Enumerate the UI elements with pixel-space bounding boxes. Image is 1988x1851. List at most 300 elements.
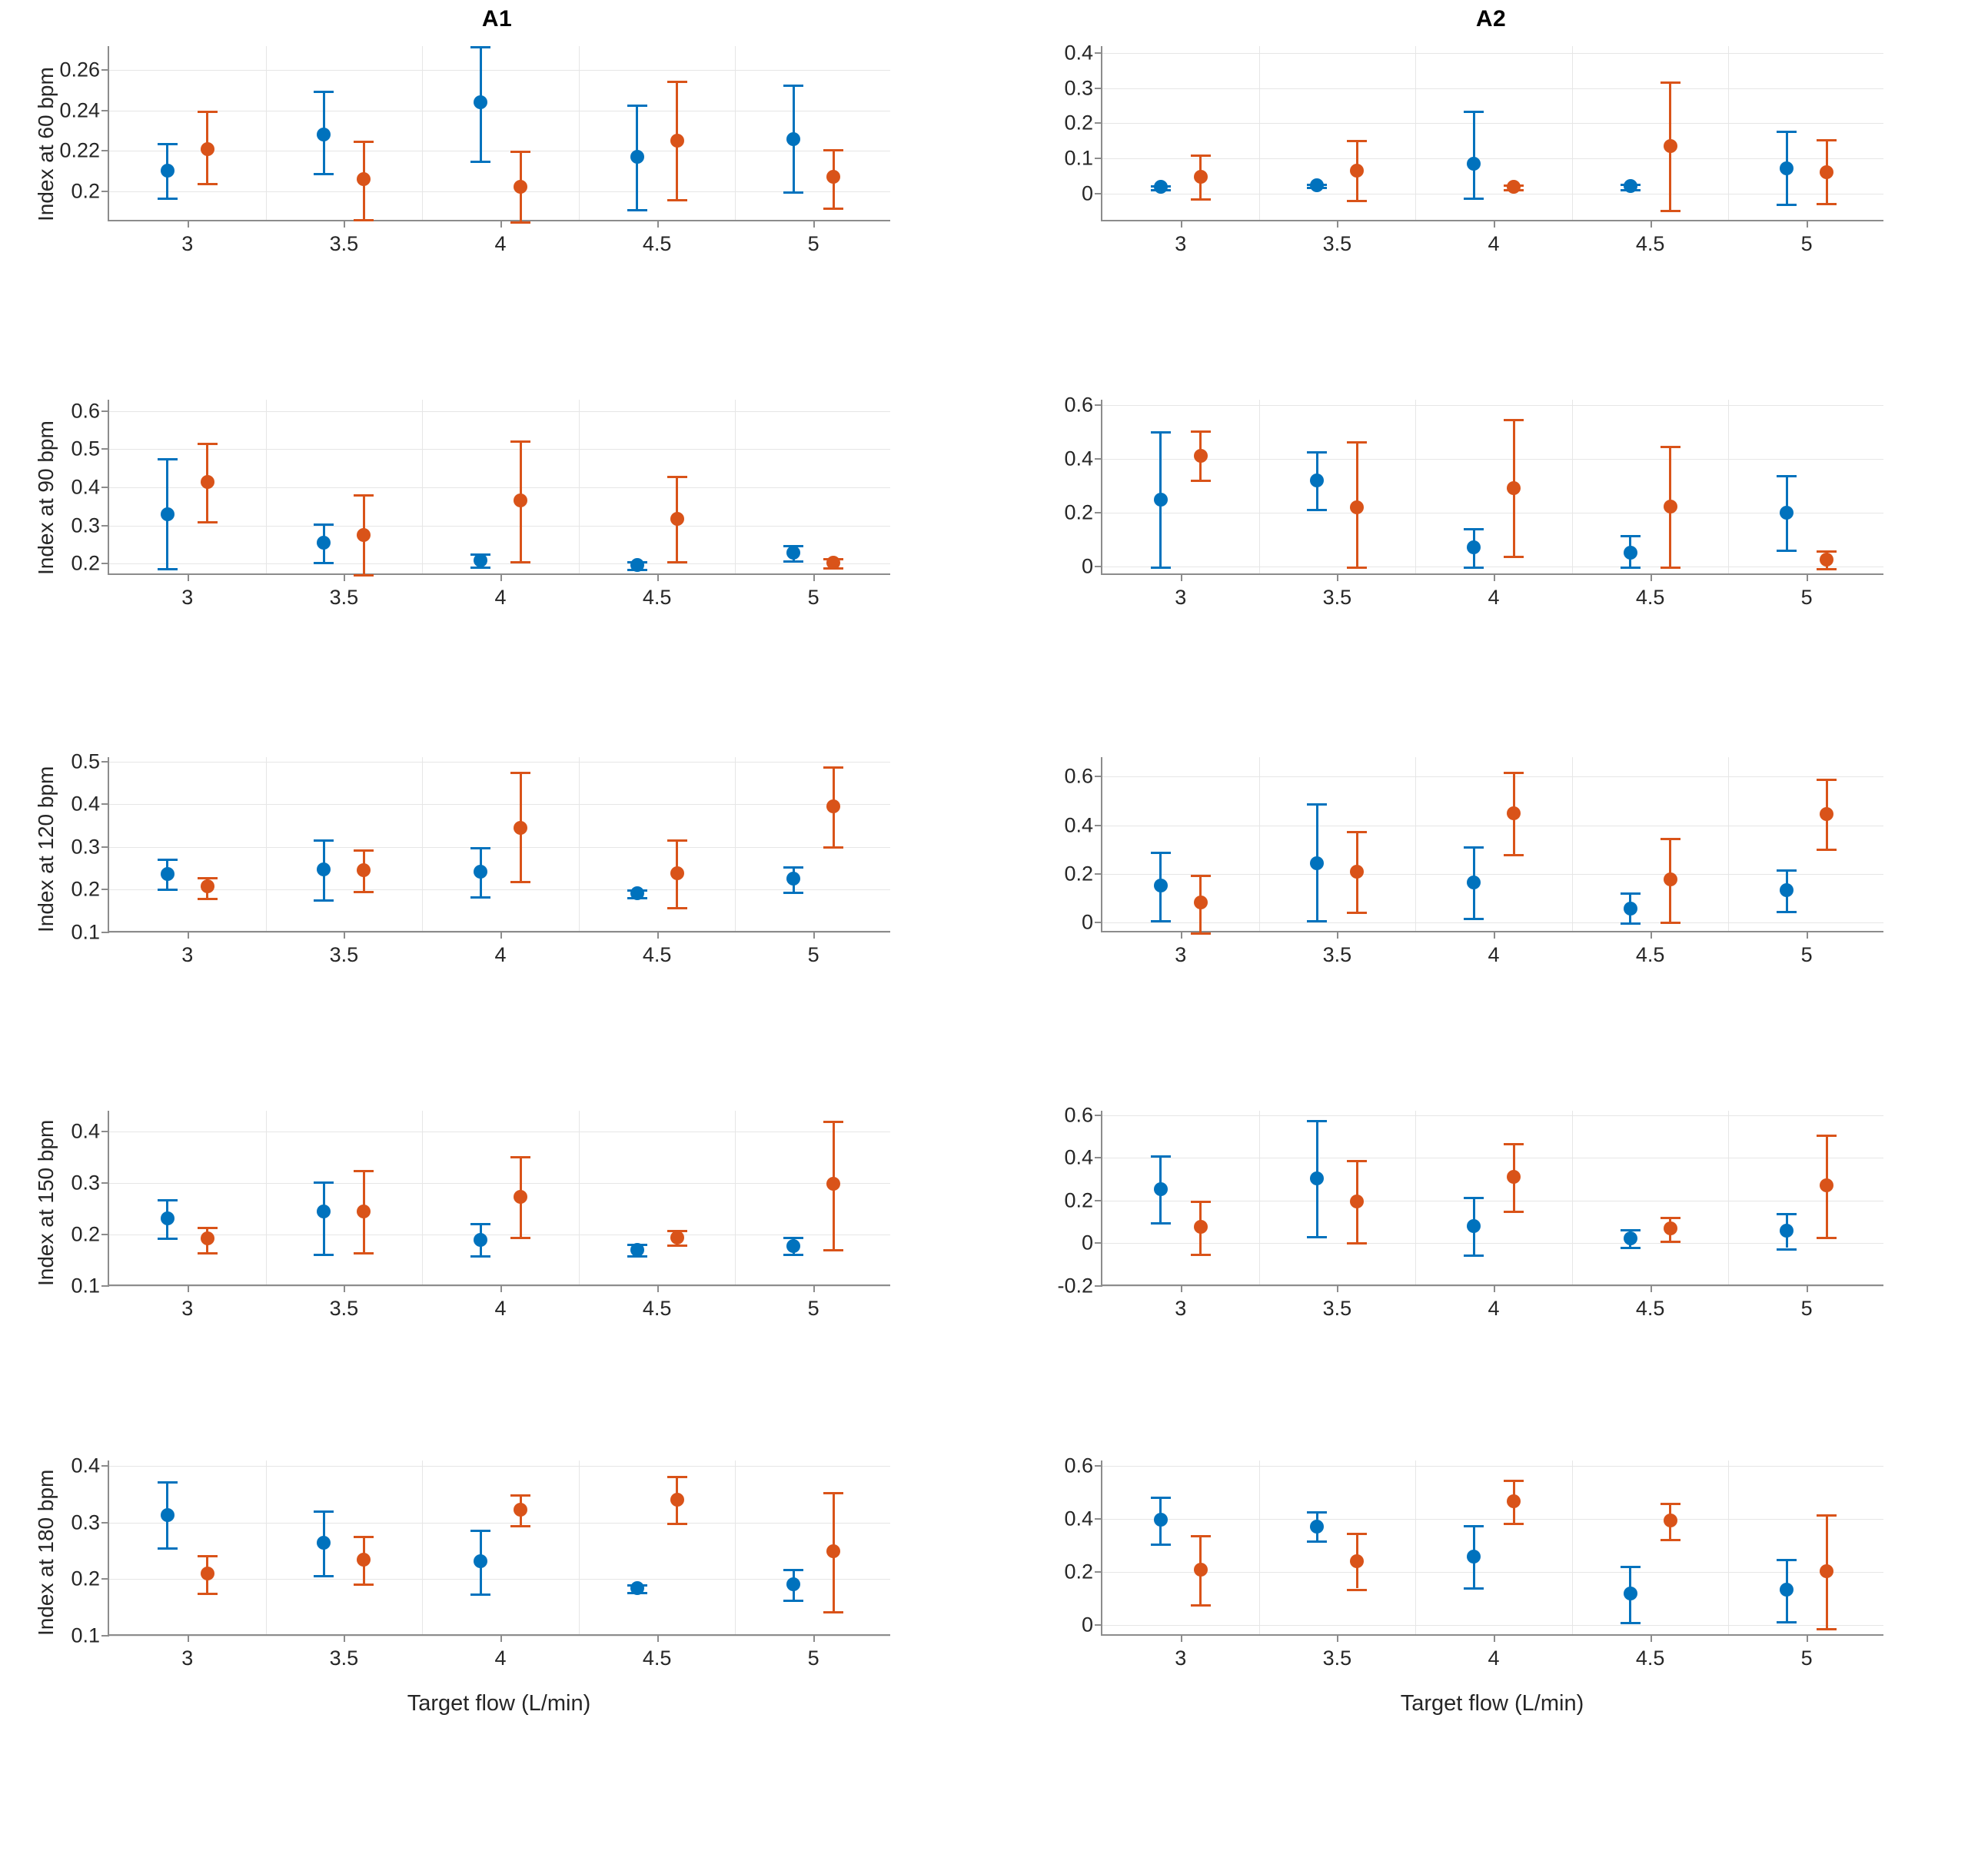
data-point <box>786 132 800 146</box>
errorbar-cap-lower <box>354 1252 374 1254</box>
data-point <box>514 180 527 194</box>
data-point <box>1664 1514 1677 1527</box>
plot-area <box>1064 757 1883 966</box>
errorbar-cap-lower <box>1191 932 1211 935</box>
data-point <box>1820 553 1833 567</box>
plot-area <box>71 1111 890 1320</box>
x-tick-label: 3.5 <box>329 1647 359 1670</box>
x-gridline <box>422 400 423 573</box>
data-point <box>1820 1564 1833 1578</box>
x-tick-mark <box>1651 931 1652 939</box>
data-point <box>1624 902 1637 916</box>
y-tick-mark <box>101 448 109 450</box>
y-tick-label: 0.2 <box>71 877 100 901</box>
x-gridline <box>1572 757 1573 931</box>
x-gridline <box>1728 400 1729 573</box>
y-tick-label: 0.2 <box>71 1222 100 1246</box>
errorbar-cap-upper <box>667 1476 687 1478</box>
errorbar-cap-upper <box>1307 803 1327 806</box>
errorbar-cap-lower <box>667 199 687 201</box>
x-gridline <box>422 1461 423 1634</box>
data-point <box>826 799 840 813</box>
data-point <box>1820 1178 1833 1192</box>
y-gridline <box>1102 1625 1883 1626</box>
errorbar-cap-upper <box>1621 892 1641 895</box>
y-gridline <box>109 191 890 192</box>
data-point <box>201 475 214 489</box>
data-point <box>161 867 175 881</box>
errorbar-cap-upper <box>198 443 218 445</box>
x-tick-label: 3 <box>181 232 194 255</box>
y-tick-mark <box>101 1285 109 1287</box>
errorbar-cap-upper <box>1347 1160 1367 1162</box>
plot-area <box>71 749 890 966</box>
y-tick-label: 0.24 <box>59 98 100 122</box>
x-tick-mark <box>1181 1284 1182 1292</box>
y-tick-mark <box>1095 1571 1102 1573</box>
x-tick-mark <box>813 220 815 228</box>
y-gridline <box>109 1466 890 1467</box>
data-point <box>1780 1583 1794 1597</box>
errorbar-cap-lower <box>510 221 530 224</box>
x-tick-label: 4.5 <box>1635 943 1665 966</box>
errorbar-cap-upper <box>1347 441 1367 444</box>
x-gridline <box>1572 1461 1573 1634</box>
data-point <box>357 1553 371 1567</box>
y-tick-label: 0.5 <box>71 749 100 773</box>
x-tick-mark <box>1807 573 1808 581</box>
data-point <box>201 879 214 893</box>
errorbar-cap-upper <box>158 1199 178 1201</box>
errorbar-cap-upper <box>783 1569 803 1571</box>
errorbar-cap-upper <box>1661 81 1680 84</box>
errorbar-cap-upper <box>1504 1480 1524 1482</box>
errorbar-cap-upper <box>314 523 334 526</box>
errorbar-cap-lower <box>667 907 687 909</box>
errorbar-cap-lower <box>1464 1254 1484 1257</box>
errorbar-cap-lower <box>1191 198 1211 201</box>
y-tick-label: 0.2 <box>71 551 100 575</box>
errorbar-cap-lower <box>1151 1544 1171 1546</box>
errorbar-cap-lower <box>823 1611 843 1613</box>
x-tick-label: 5 <box>1800 232 1813 255</box>
y-gridline <box>1102 1286 1883 1287</box>
x-tick-label: 3 <box>181 943 194 966</box>
y-gridline <box>109 1636 890 1637</box>
errorbar-cap-upper <box>1191 1201 1211 1203</box>
y-tick-label: 0.6 <box>1064 1454 1093 1477</box>
errorbar-cap-lower <box>1817 568 1837 570</box>
errorbar-cap-upper <box>354 1536 374 1538</box>
x-tick-mark <box>1494 931 1495 939</box>
y-gridline <box>1102 158 1883 159</box>
plot-area <box>1064 41 1883 255</box>
x-tick-mark <box>1181 220 1182 228</box>
errorbar-cap-lower <box>158 198 178 200</box>
errorbar-cap-upper <box>1464 528 1484 530</box>
x-gridline <box>1415 46 1416 220</box>
errorbar-cap-upper <box>1621 535 1641 537</box>
errorbar-cap-lower <box>1191 1254 1211 1256</box>
y-tick-mark <box>101 1234 109 1235</box>
y-tick-label: 0.1 <box>71 1623 100 1647</box>
y-tick-label: 0.1 <box>71 1274 100 1298</box>
x-tick-mark <box>1651 573 1652 581</box>
y-tick-mark <box>1095 776 1102 777</box>
y-tick-label: 0.3 <box>1064 76 1093 100</box>
errorbar-cap-lower <box>1347 200 1367 202</box>
x-gridline <box>579 1461 580 1634</box>
data-point <box>1664 500 1677 513</box>
errorbar-cap-upper <box>1191 430 1211 433</box>
y-tick-label: 0 <box>1081 1613 1093 1637</box>
x-tick-label: 4 <box>1488 1647 1500 1670</box>
x-tick-mark <box>1807 931 1808 939</box>
errorbar-cap-upper <box>314 91 334 93</box>
y-tick-label: 0.3 <box>71 835 100 859</box>
errorbar-cap-upper <box>1621 1566 1641 1568</box>
data-point <box>1507 481 1521 495</box>
data-point <box>201 1567 214 1580</box>
errorbar-cap-upper <box>823 149 843 151</box>
x-tick-label: 3 <box>1175 1297 1187 1320</box>
errorbar-cap-lower <box>314 899 334 902</box>
errorbar-cap-lower <box>510 881 530 883</box>
errorbar-cap-lower <box>198 1593 218 1595</box>
errorbar-cap-upper <box>1464 1197 1484 1199</box>
x-tick-label: 4 <box>494 1647 507 1670</box>
x-tick-mark <box>1651 1634 1652 1642</box>
x-tick-mark <box>657 220 659 228</box>
x-tick-label: 5 <box>807 943 819 966</box>
y-tick-mark <box>101 846 109 848</box>
x-gridline <box>735 400 736 573</box>
y-tick-mark <box>1095 1200 1102 1201</box>
y-tick-label: 0.6 <box>1064 1103 1093 1127</box>
data-point <box>1154 180 1168 194</box>
errorbar-cap-lower <box>823 208 843 210</box>
y-tick-label: 0.4 <box>71 1119 100 1143</box>
x-tick-label: 3 <box>1175 1647 1187 1670</box>
errorbar-cap-upper <box>667 81 687 83</box>
errorbar-cap-upper <box>1307 451 1327 454</box>
errorbar-cap-upper <box>510 1156 530 1158</box>
x-tick-label: 3 <box>181 1297 194 1320</box>
data-point <box>1664 872 1677 886</box>
errorbar-cap-upper <box>1777 475 1797 477</box>
y-tick-label: 0.2 <box>71 1567 100 1590</box>
data-point <box>317 862 331 876</box>
y-tick-mark <box>1095 1465 1102 1467</box>
data-point <box>1507 1170 1521 1184</box>
x-tick-mark <box>813 1284 815 1292</box>
errorbar-cap-lower <box>354 891 374 893</box>
y-tick-label: 0.1 <box>71 920 100 944</box>
x-gridline <box>735 46 736 220</box>
x-tick-mark <box>1181 1634 1182 1642</box>
errorbar-cap-lower <box>470 1255 490 1258</box>
x-tick-mark <box>188 931 189 939</box>
column-title-a1: A1 <box>481 6 513 32</box>
errorbar-cap-upper <box>627 105 647 107</box>
x-gridline <box>1415 400 1416 573</box>
errorbar-cap-upper <box>198 877 218 879</box>
data-point <box>826 170 840 184</box>
errorbar-line <box>1473 111 1475 198</box>
y-gridline <box>109 762 890 763</box>
data-point <box>630 1243 644 1257</box>
y-tick-label: 0.2 <box>1064 111 1093 135</box>
y-tick-label: 0.6 <box>1064 764 1093 788</box>
data-point <box>670 134 684 148</box>
y-gridline <box>109 1523 890 1524</box>
data-point <box>1154 1513 1168 1527</box>
x-tick-label: 5 <box>1800 586 1813 609</box>
data-point <box>1664 139 1677 153</box>
errorbar-cap-upper <box>314 1510 334 1513</box>
errorbar-cap-lower <box>1151 567 1171 569</box>
y-tick-label: 0 <box>1081 181 1093 205</box>
errorbar-cap-lower <box>470 896 490 899</box>
data-point <box>514 1503 527 1517</box>
x-tick-mark <box>657 573 659 581</box>
x-tick-mark <box>657 931 659 939</box>
data-point <box>1467 1550 1481 1564</box>
data-point <box>1154 879 1168 892</box>
errorbar-cap-lower <box>783 1254 803 1256</box>
errorbar-cap-lower <box>510 561 530 563</box>
data-point <box>1194 170 1208 184</box>
x-gridline <box>422 757 423 931</box>
data-point <box>201 142 214 156</box>
x-tick-mark <box>500 931 502 939</box>
y-tick-mark <box>101 563 109 564</box>
x-tick-label: 5 <box>1800 943 1813 966</box>
x-tick-label: 5 <box>1800 1297 1813 1320</box>
x-tick-label: 3.5 <box>329 232 359 255</box>
x-tick-label: 3 <box>1175 586 1187 609</box>
errorbar-cap-upper <box>158 458 178 460</box>
errorbar-cap-lower <box>783 560 803 563</box>
x-gridline <box>1728 757 1729 931</box>
data-point <box>1194 449 1208 463</box>
y-tick-label: 0.3 <box>71 1171 100 1195</box>
y-gridline <box>1102 874 1883 875</box>
data-point <box>826 1544 840 1558</box>
x-gridline <box>1728 1461 1729 1634</box>
errorbar-cap-upper <box>1307 1511 1327 1514</box>
y-gridline <box>109 804 890 805</box>
y-tick-mark <box>101 803 109 805</box>
y-tick-label: 0.4 <box>71 1454 100 1477</box>
y-tick-mark <box>101 1578 109 1580</box>
x-tick-mark <box>813 573 815 581</box>
x-tick-label: 3.5 <box>1322 943 1352 966</box>
x-tick-label: 3.5 <box>329 586 359 609</box>
errorbar-cap-lower <box>158 889 178 891</box>
errorbar-cap-upper <box>1661 1503 1680 1505</box>
errorbar-cap-lower <box>1151 1222 1171 1225</box>
x-tick-label: 3 <box>181 1647 194 1670</box>
x-gridline <box>1259 400 1260 573</box>
x-gridline <box>1728 46 1729 220</box>
errorbar-cap-upper <box>1661 838 1680 840</box>
x-gridline <box>579 400 580 573</box>
errorbar-cap-lower <box>783 892 803 894</box>
data-point <box>1350 865 1364 879</box>
data-point <box>1624 1231 1637 1245</box>
errorbar-cap-lower <box>1347 912 1367 914</box>
data-point <box>1507 806 1521 820</box>
x-gridline <box>1259 1111 1260 1284</box>
errorbar-cap-upper <box>470 1530 490 1532</box>
errorbar-cap-lower <box>783 191 803 194</box>
x-tick-mark <box>188 220 189 228</box>
y-tick-mark <box>101 150 109 151</box>
x-tick-mark <box>1181 931 1182 939</box>
data-point <box>1467 876 1481 889</box>
data-point <box>161 507 175 521</box>
x-tick-label: 5 <box>1800 1647 1813 1670</box>
errorbar-cap-lower <box>314 562 334 564</box>
errorbar-cap-upper <box>1504 772 1524 774</box>
errorbar-cap-upper <box>314 839 334 842</box>
x-tick-mark <box>1337 1634 1338 1642</box>
errorbar-cap-lower <box>783 1600 803 1602</box>
data-point <box>474 95 487 109</box>
x-tick-mark <box>1337 573 1338 581</box>
data-point <box>630 150 644 164</box>
errorbar-cap-lower <box>1151 920 1171 922</box>
y-tick-label: 0.3 <box>71 513 100 537</box>
errorbar-cap-upper <box>314 1181 334 1184</box>
x-tick-mark <box>1337 1284 1338 1292</box>
x-gridline <box>735 1111 736 1284</box>
y-gridline <box>109 487 890 488</box>
errorbar-cap-lower <box>198 521 218 523</box>
errorbar-cap-upper <box>1777 869 1797 872</box>
y-tick-mark <box>1095 88 1102 89</box>
data-point <box>1350 1554 1364 1568</box>
errorbar-cap-lower <box>1307 920 1327 922</box>
x-tick-label: 3 <box>181 586 194 609</box>
x-gridline <box>266 46 267 220</box>
y-tick-mark <box>101 889 109 890</box>
x-tick-label: 5 <box>807 1647 819 1670</box>
y-tick-mark <box>101 191 109 192</box>
y-tick-mark <box>1095 158 1102 159</box>
x-tick-mark <box>657 1634 659 1642</box>
x-gridline <box>266 1111 267 1284</box>
y-tick-mark <box>101 410 109 412</box>
data-point <box>670 1231 684 1245</box>
x-tick-label: 4 <box>494 232 507 255</box>
data-point <box>474 1233 487 1247</box>
x-tick-mark <box>344 573 345 581</box>
x-tick-mark <box>1807 1634 1808 1642</box>
y-tick-mark <box>101 110 109 111</box>
x-tick-mark <box>188 1634 189 1642</box>
errorbar-cap-lower <box>314 173 334 175</box>
x-tick-mark <box>1337 220 1338 228</box>
data-point <box>630 886 644 900</box>
x-gridline <box>1572 400 1573 573</box>
errorbar-cap-upper <box>823 1492 843 1494</box>
y-tick-mark <box>1095 122 1102 124</box>
errorbar-cap-lower <box>1464 567 1484 569</box>
errorbar-cap-lower <box>198 1252 218 1254</box>
x-tick-label: 4 <box>1488 1297 1500 1320</box>
errorbar-cap-lower <box>470 161 490 163</box>
data-point <box>1194 1220 1208 1234</box>
y-gridline <box>109 1579 890 1580</box>
y-tick-label: 0.4 <box>1064 1507 1093 1530</box>
x-tick-label: 5 <box>807 586 819 609</box>
x-tick-mark <box>813 931 815 939</box>
y-gridline <box>1102 53 1883 54</box>
y-tick-label: 0.2 <box>1064 500 1093 524</box>
y-axis-label: Index at 120 bpm <box>34 766 58 932</box>
errorbar-cap-lower <box>1464 1587 1484 1590</box>
data-point <box>826 1177 840 1191</box>
errorbar-cap-upper <box>1151 1155 1171 1158</box>
data-point <box>1310 178 1324 192</box>
data-point <box>514 821 527 835</box>
x-tick-label: 4.5 <box>642 586 672 609</box>
data-point <box>630 558 644 572</box>
y-tick-mark <box>101 487 109 488</box>
y-gridline <box>109 411 890 412</box>
errorbar-cap-lower <box>667 1245 687 1247</box>
x-gridline <box>1415 1461 1416 1634</box>
data-point <box>514 493 527 507</box>
x-tick-mark <box>500 1284 502 1292</box>
x-tick-mark <box>344 220 345 228</box>
data-point <box>317 128 331 141</box>
errorbar-cap-upper <box>354 1170 374 1172</box>
errorbar-cap-lower <box>1621 567 1641 569</box>
data-point <box>786 546 800 560</box>
data-point <box>357 863 371 877</box>
y-tick-mark <box>101 525 109 527</box>
y-tick-mark <box>1095 1624 1102 1626</box>
y-tick-mark <box>1095 873 1102 875</box>
data-point <box>514 1190 527 1204</box>
errorbar-cap-upper <box>198 1555 218 1557</box>
data-point <box>201 1231 214 1245</box>
y-gridline <box>1102 1519 1883 1520</box>
y-tick-label: -0.2 <box>1057 1274 1093 1298</box>
errorbar-cap-upper <box>1464 1525 1484 1527</box>
x-tick-label: 4 <box>1488 232 1500 255</box>
x-tick-mark <box>500 1634 502 1642</box>
errorbar-cap-lower <box>1504 556 1524 558</box>
errorbar-cap-lower <box>1661 567 1680 569</box>
errorbar-cap-lower <box>1504 854 1524 856</box>
errorbar-cap-upper <box>158 859 178 861</box>
errorbar-cap-upper <box>510 1494 530 1497</box>
data-point <box>317 1536 331 1550</box>
y-tick-label: 0.6 <box>1064 393 1093 417</box>
errorbar-cap-upper <box>1504 1143 1524 1145</box>
errorbar-cap-lower <box>1347 1589 1367 1591</box>
x-gridline <box>1572 1111 1573 1284</box>
x-tick-label: 4 <box>1488 586 1500 609</box>
y-tick-mark <box>1095 52 1102 54</box>
y-tick-label: 0.2 <box>71 179 100 203</box>
x-tick-label: 4.5 <box>1635 232 1665 255</box>
data-point <box>317 536 331 550</box>
